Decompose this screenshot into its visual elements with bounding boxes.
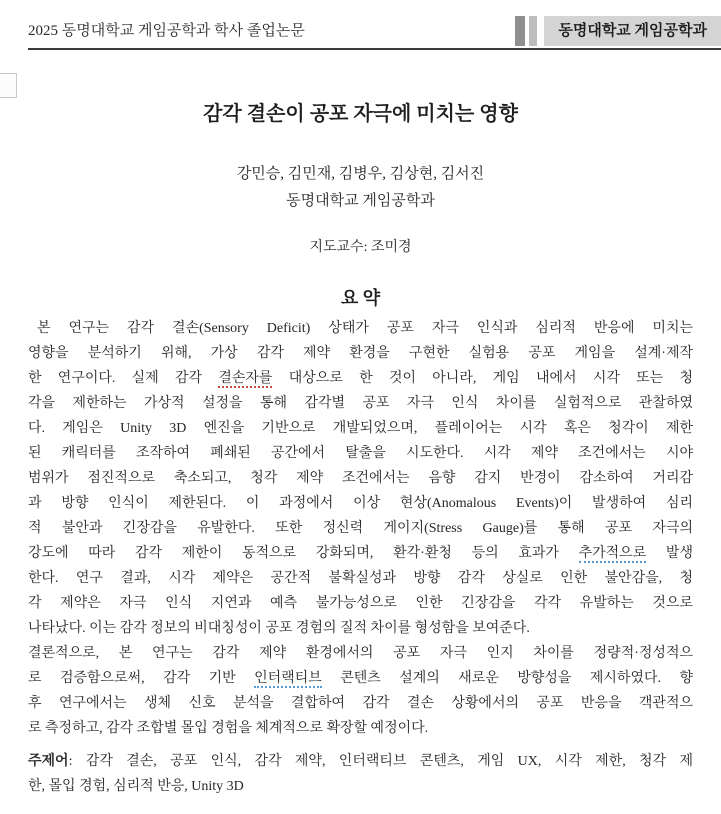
abstract-line	[28, 616, 693, 641]
text-segment: 콘텐츠 설계의 새로운 방향성을 제시하였다. 향	[321, 671, 693, 686]
abstract-line	[28, 366, 693, 391]
keywords-line	[28, 749, 693, 774]
text-segment: 발생	[646, 546, 693, 561]
text-segment: 한, 몰입 경험, 심리적 반응, Unity 3D	[28, 779, 244, 794]
keywords-block	[28, 749, 693, 799]
abstract-line	[28, 316, 693, 341]
abstract-line	[28, 541, 693, 566]
page-margin-tab	[0, 73, 17, 98]
text-segment: 영향을 분석하기 위해, 가상 감각 제약 환경을 구현한 실험용 공포 게임을 설계·제작	[28, 346, 693, 361]
text-segment: 범위가 점진적으로 축소되고, 청각 제약 조건에서는 음향 감지 반경이 감소하여 거리감	[28, 471, 693, 486]
abstract-line	[28, 516, 693, 541]
text-segment: 로 검증함으로써, 감각 기반	[28, 671, 255, 686]
thesis-abstract-page	[0, 16, 721, 814]
abstract-line	[28, 441, 693, 466]
text-segment: 적 불안과 긴장감을 유발한다. 또한 정신력 게이지(Stress Gauge)를 통해 공포 자극의	[28, 521, 693, 536]
text-segment: 강도에 따라 감각 제한이 동적으로 강화되며, 환각·환청 등의 효과가	[28, 546, 579, 561]
abstract-line	[28, 566, 693, 591]
abstract-line	[28, 491, 693, 516]
abstract-line	[28, 641, 693, 666]
abstract-body	[28, 316, 693, 741]
abstract-line	[28, 691, 693, 716]
text-segment: 과 방향 인식이 제한된다. 이 과정에서 이상 현상(Anomalous Events)이 발생하여 심리	[28, 496, 693, 511]
dept-badge-group	[515, 16, 721, 46]
text-segment: : 감각 결손, 공포 인식, 감각 제약, 인터랙티브 콘텐츠, 게임 UX, 시각 제한, 청각 제	[68, 754, 693, 769]
text-segment: 본 연구는 감각 결손(Sensory Deficit) 상태가 공포 자극 인식과 심리적 반응에 미치는	[37, 321, 693, 336]
spellcheck-underline-blue: 인터랙티브	[254, 671, 322, 686]
header-rule	[28, 48, 721, 50]
keywords-line	[28, 774, 693, 799]
affiliation-line: 동명대학교 게임공학과	[286, 193, 435, 209]
abstract-line	[28, 666, 693, 691]
keywords-label: 주제어	[28, 754, 69, 769]
spellcheck-underline-red: 결손자를	[218, 371, 273, 386]
abstract-line	[28, 416, 693, 441]
abstract-line	[28, 466, 693, 491]
text-segment: 한 연구이다. 실제 감각	[28, 371, 219, 386]
text-segment: 결론적으로, 본 연구는 감각 제약 환경에서의 공포 자극 인지 차이를 정량적·정성적으	[28, 646, 693, 661]
text-segment: 후 연구에서는 생체 신호 분석을 결합하여 감각 결손 상황에서의 공포 반응을 객관적으	[28, 696, 693, 711]
text-segment: 대상으로 한 것이 아니라, 게임 내에서 시각 또는 청	[272, 371, 693, 386]
advisor-line: 지도교수: 조미경	[309, 240, 412, 255]
text-segment: 로 측정하고, 감각 조합별 몰입 경험을 체계적으로 확장할 예정이다.	[28, 721, 429, 736]
text-segment: 각을 제한하는 가상적 설정을 통해 감각별 공포 자극 인식 차이를 실험적으로 관찰하였	[28, 396, 693, 411]
text-segment: 각 제약은 자극 인식 지연과 예측 불가능성으로 인한 긴장감을 각각 유발하는 것으로	[28, 596, 693, 611]
abstract-line	[28, 391, 693, 416]
badge-bar-dark	[515, 16, 525, 46]
authors-line: 강민승, 김민재, 김병우, 김상현, 김서진	[236, 166, 485, 182]
spellcheck-underline-blue: 추가적으로	[578, 546, 647, 561]
badge-bar-light	[529, 16, 537, 46]
text-segment: 된 캐릭터를 조작하여 폐쇄된 공간에서 탈출을 시도한다. 시각 제약 조건에서는 시야	[28, 446, 693, 461]
page-header	[0, 16, 721, 46]
text-segment: 한다. 연구 결과, 시각 제약은 공간적 불확실성과 방향 감각 상실로 인한 불안감을, 청	[28, 571, 693, 586]
paper-title: 감각 결손이 공포 자극에 미치는 영향	[203, 103, 518, 125]
text-segment: 나타났다. 이는 감각 정보의 비대칭성이 공포 경험의 질적 차이를 형성함을 보여준다.	[28, 621, 530, 636]
abstract-heading: 요 약	[340, 288, 381, 308]
abstract-line	[28, 716, 693, 741]
abstract-line	[28, 341, 693, 366]
text-segment: 다. 게임은 Unity 3D 엔진을 기반으로 개발되었으며, 플레이어는 시각 혹은 청각이 제한	[28, 421, 693, 436]
abstract-line	[28, 591, 693, 616]
running-head: 2025 동명대학교 게임공학과 학사 졸업논문	[28, 23, 305, 39]
dept-badge: 동명대학교 게임공학과	[544, 16, 721, 46]
